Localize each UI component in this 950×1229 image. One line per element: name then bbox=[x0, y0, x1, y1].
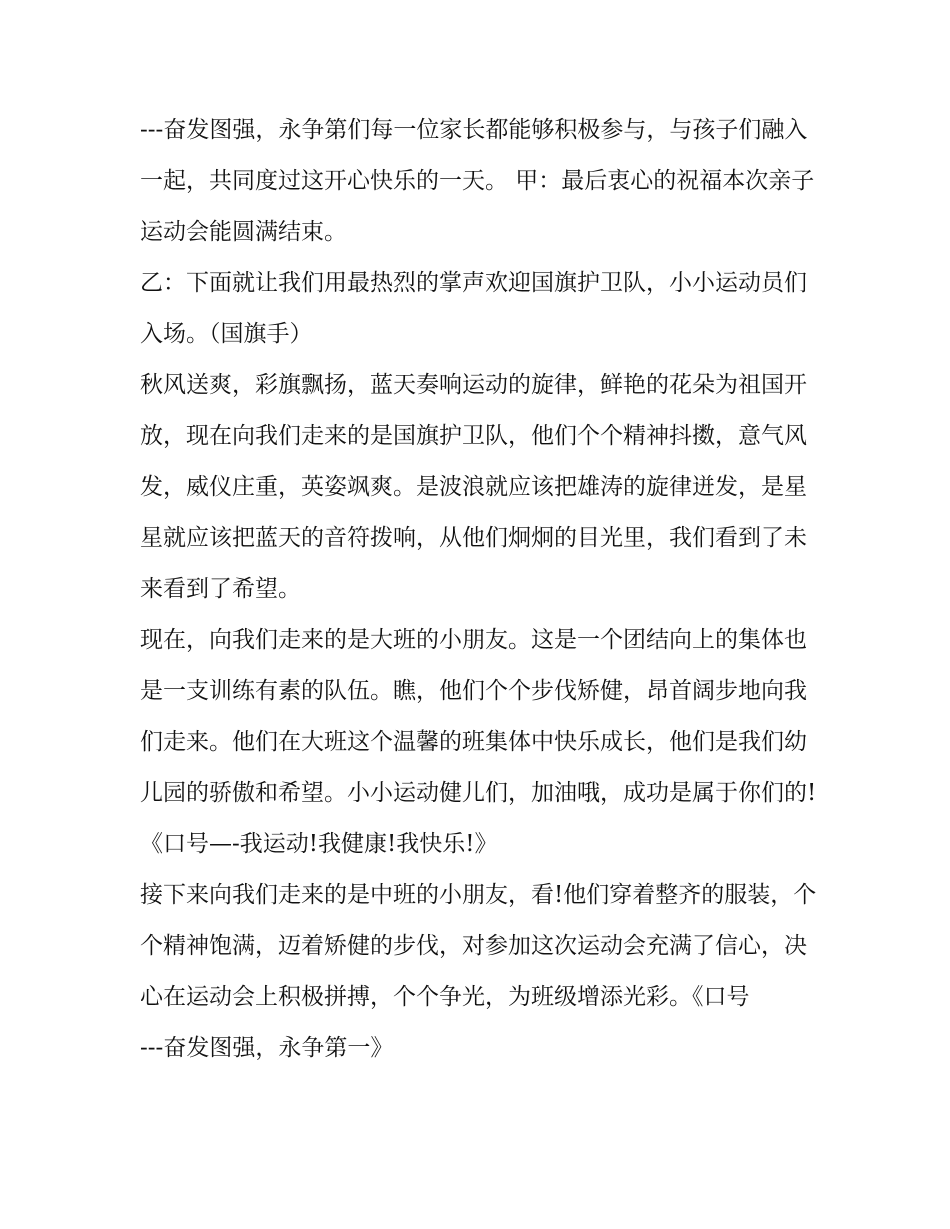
paragraph: ---奋发图强，永争第一》 bbox=[140, 1035, 394, 1061]
paragraph: 现在，向我们走来的是大班的小朋友。这是一个团结向上的集体也是一支训练有素的队伍。瞧，他们个个步伐矫健，昂首阔步地向我们走来。他们在大班这个温馨的班集体中快乐成长，他们是我们幼儿园的骄傲和希望。小小运动健儿们，加油哦，成功是属于你们的!《口号—-我运动!我健康!我快乐!》 bbox=[140, 627, 817, 857]
paragraph: 接下来向我们走来的是中班的小朋友，看!他们穿着整齐的服装，个个精神饱满，迈着矫健的步伐，对参加这次运动会充满了信心，决心在运动会上积极拼搏，个个争光，为班级增添光彩。《口号 bbox=[140, 882, 817, 1010]
paragraph: 乙：下面就让我们用最热烈的掌声欢迎国旗护卫队，小小运动员们入场。（国旗手） bbox=[140, 270, 807, 347]
paragraph: ---奋发图强，永争第们每一位家长都能够积极参与，与孩子们融入一起，共同度过这开心快乐的一天。 甲：最后衷心的祝福本次亲子运动会能圆满结束。 bbox=[140, 117, 815, 245]
document-body bbox=[140, 105, 820, 1074]
paragraph: 秋风送爽，彩旗飘扬，蓝天奏响运动的旋律，鲜艳的花朵为祖国开放，现在向我们走来的是国旗护卫队，他们个个精神抖擞，意气风发，威仪庄重，英姿飒爽。是波浪就应该把雄涛的旋律迸发，是星星就应该把蓝天的音符拨响，从他们炯炯的目光里，我们看到了未来看到了希望。 bbox=[140, 372, 807, 602]
